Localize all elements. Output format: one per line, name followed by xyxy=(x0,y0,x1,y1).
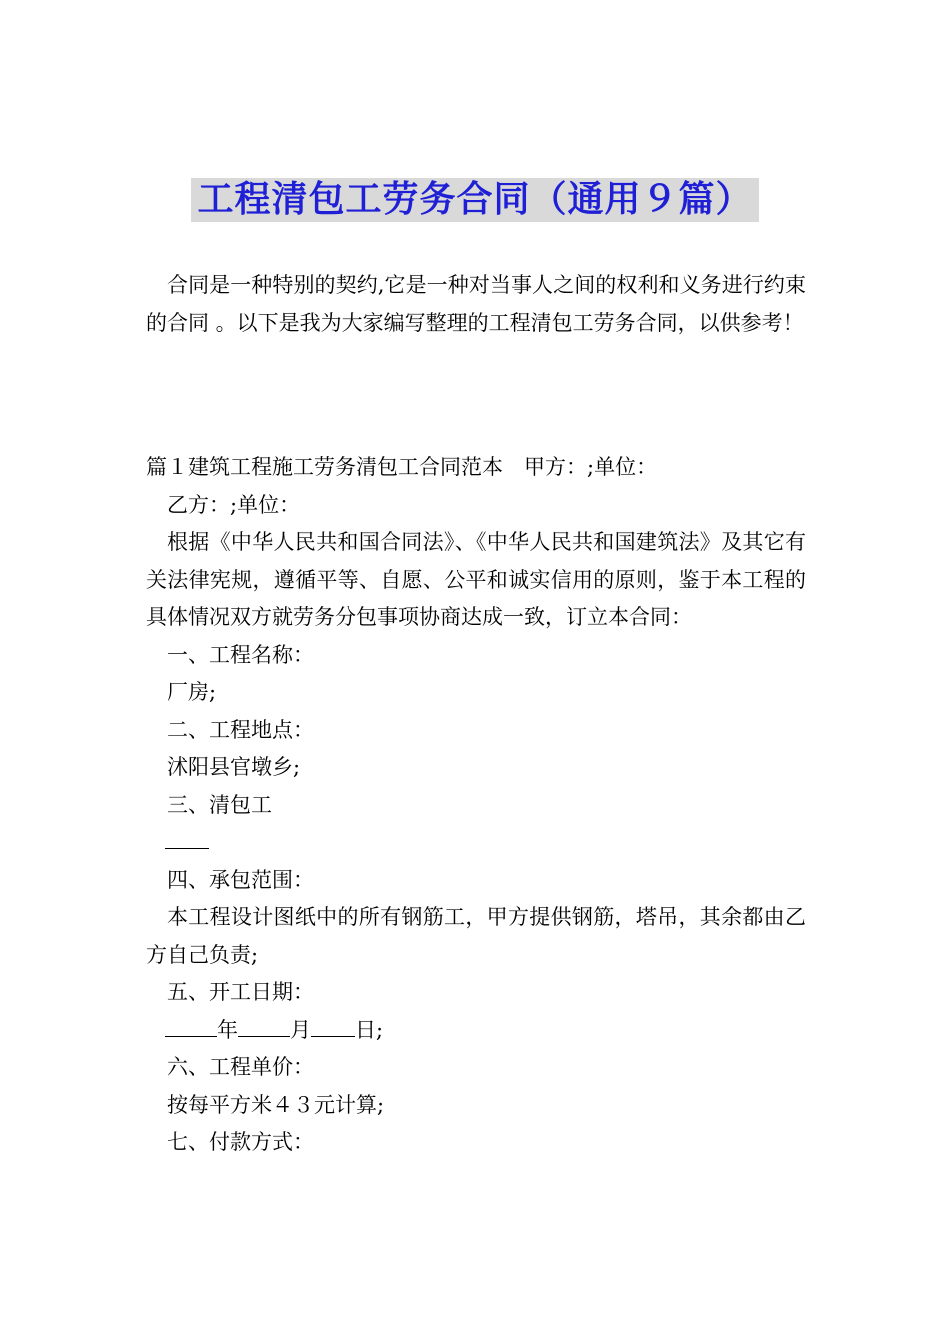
month-text: 月 xyxy=(290,1017,311,1042)
item-labor-only-label: 三、清包工 xyxy=(167,792,272,817)
item-scope-value: 本工程设计图纸中的所有钢筋工，甲方提供钢筋，塔吊，其余都由乙方自己负责; xyxy=(146,905,806,967)
title-container xyxy=(0,178,950,222)
month-blank xyxy=(238,1016,290,1037)
section-heading: 篇１建筑工程施工劳务清包工合同范本 甲方：;单位： xyxy=(146,455,658,479)
day-blank xyxy=(311,1016,355,1037)
item-project-name-value: 厂房; xyxy=(167,680,217,704)
year-text: 年 xyxy=(217,1017,238,1042)
basis-paragraph: 根据《中华人民共和国合同法》、《中华人民共和国建筑法》及其它有关法律宪规，遵循平等、自愿、公平和诚实信用的原则，鉴于本工程的具体情况双方就劳务分包事项协商达成一致，订立本合同： xyxy=(146,530,806,629)
item-payment-method-label: 七、付款方式： xyxy=(167,1130,314,1154)
item-unit-price-label: 六、工程单价： xyxy=(167,1055,314,1079)
document-title: 工程清包工劳务合同（通用９篇） xyxy=(191,178,758,222)
item-project-name-label: 一、工程名称： xyxy=(167,642,314,667)
start-date-line xyxy=(146,1012,806,1050)
item-project-location-value: 沭阳县官墩乡; xyxy=(167,755,301,779)
day-text: 日; xyxy=(355,1017,384,1042)
item-unit-price-value: 按每平方米４３元计算; xyxy=(167,1092,385,1117)
party-b-line: 乙方：;单位： xyxy=(167,492,301,517)
blank-underline xyxy=(165,828,209,849)
year-blank xyxy=(165,1016,217,1037)
intro-paragraph: 合同是一种特别的契约,它是一种对当事人之间的权利和义务进行约束的合同 。以下是我为大家编写整理的工程清包工劳务合同，以供参考！ xyxy=(146,273,806,335)
item-project-location-label: 二、工程地点： xyxy=(167,717,314,742)
item-start-date-label: 五、开工日期： xyxy=(167,980,314,1004)
intro-block xyxy=(146,267,806,342)
item-scope-label: 四、承包范围： xyxy=(167,867,314,892)
blank-underline-line xyxy=(146,824,806,862)
contract-body xyxy=(146,449,806,1162)
